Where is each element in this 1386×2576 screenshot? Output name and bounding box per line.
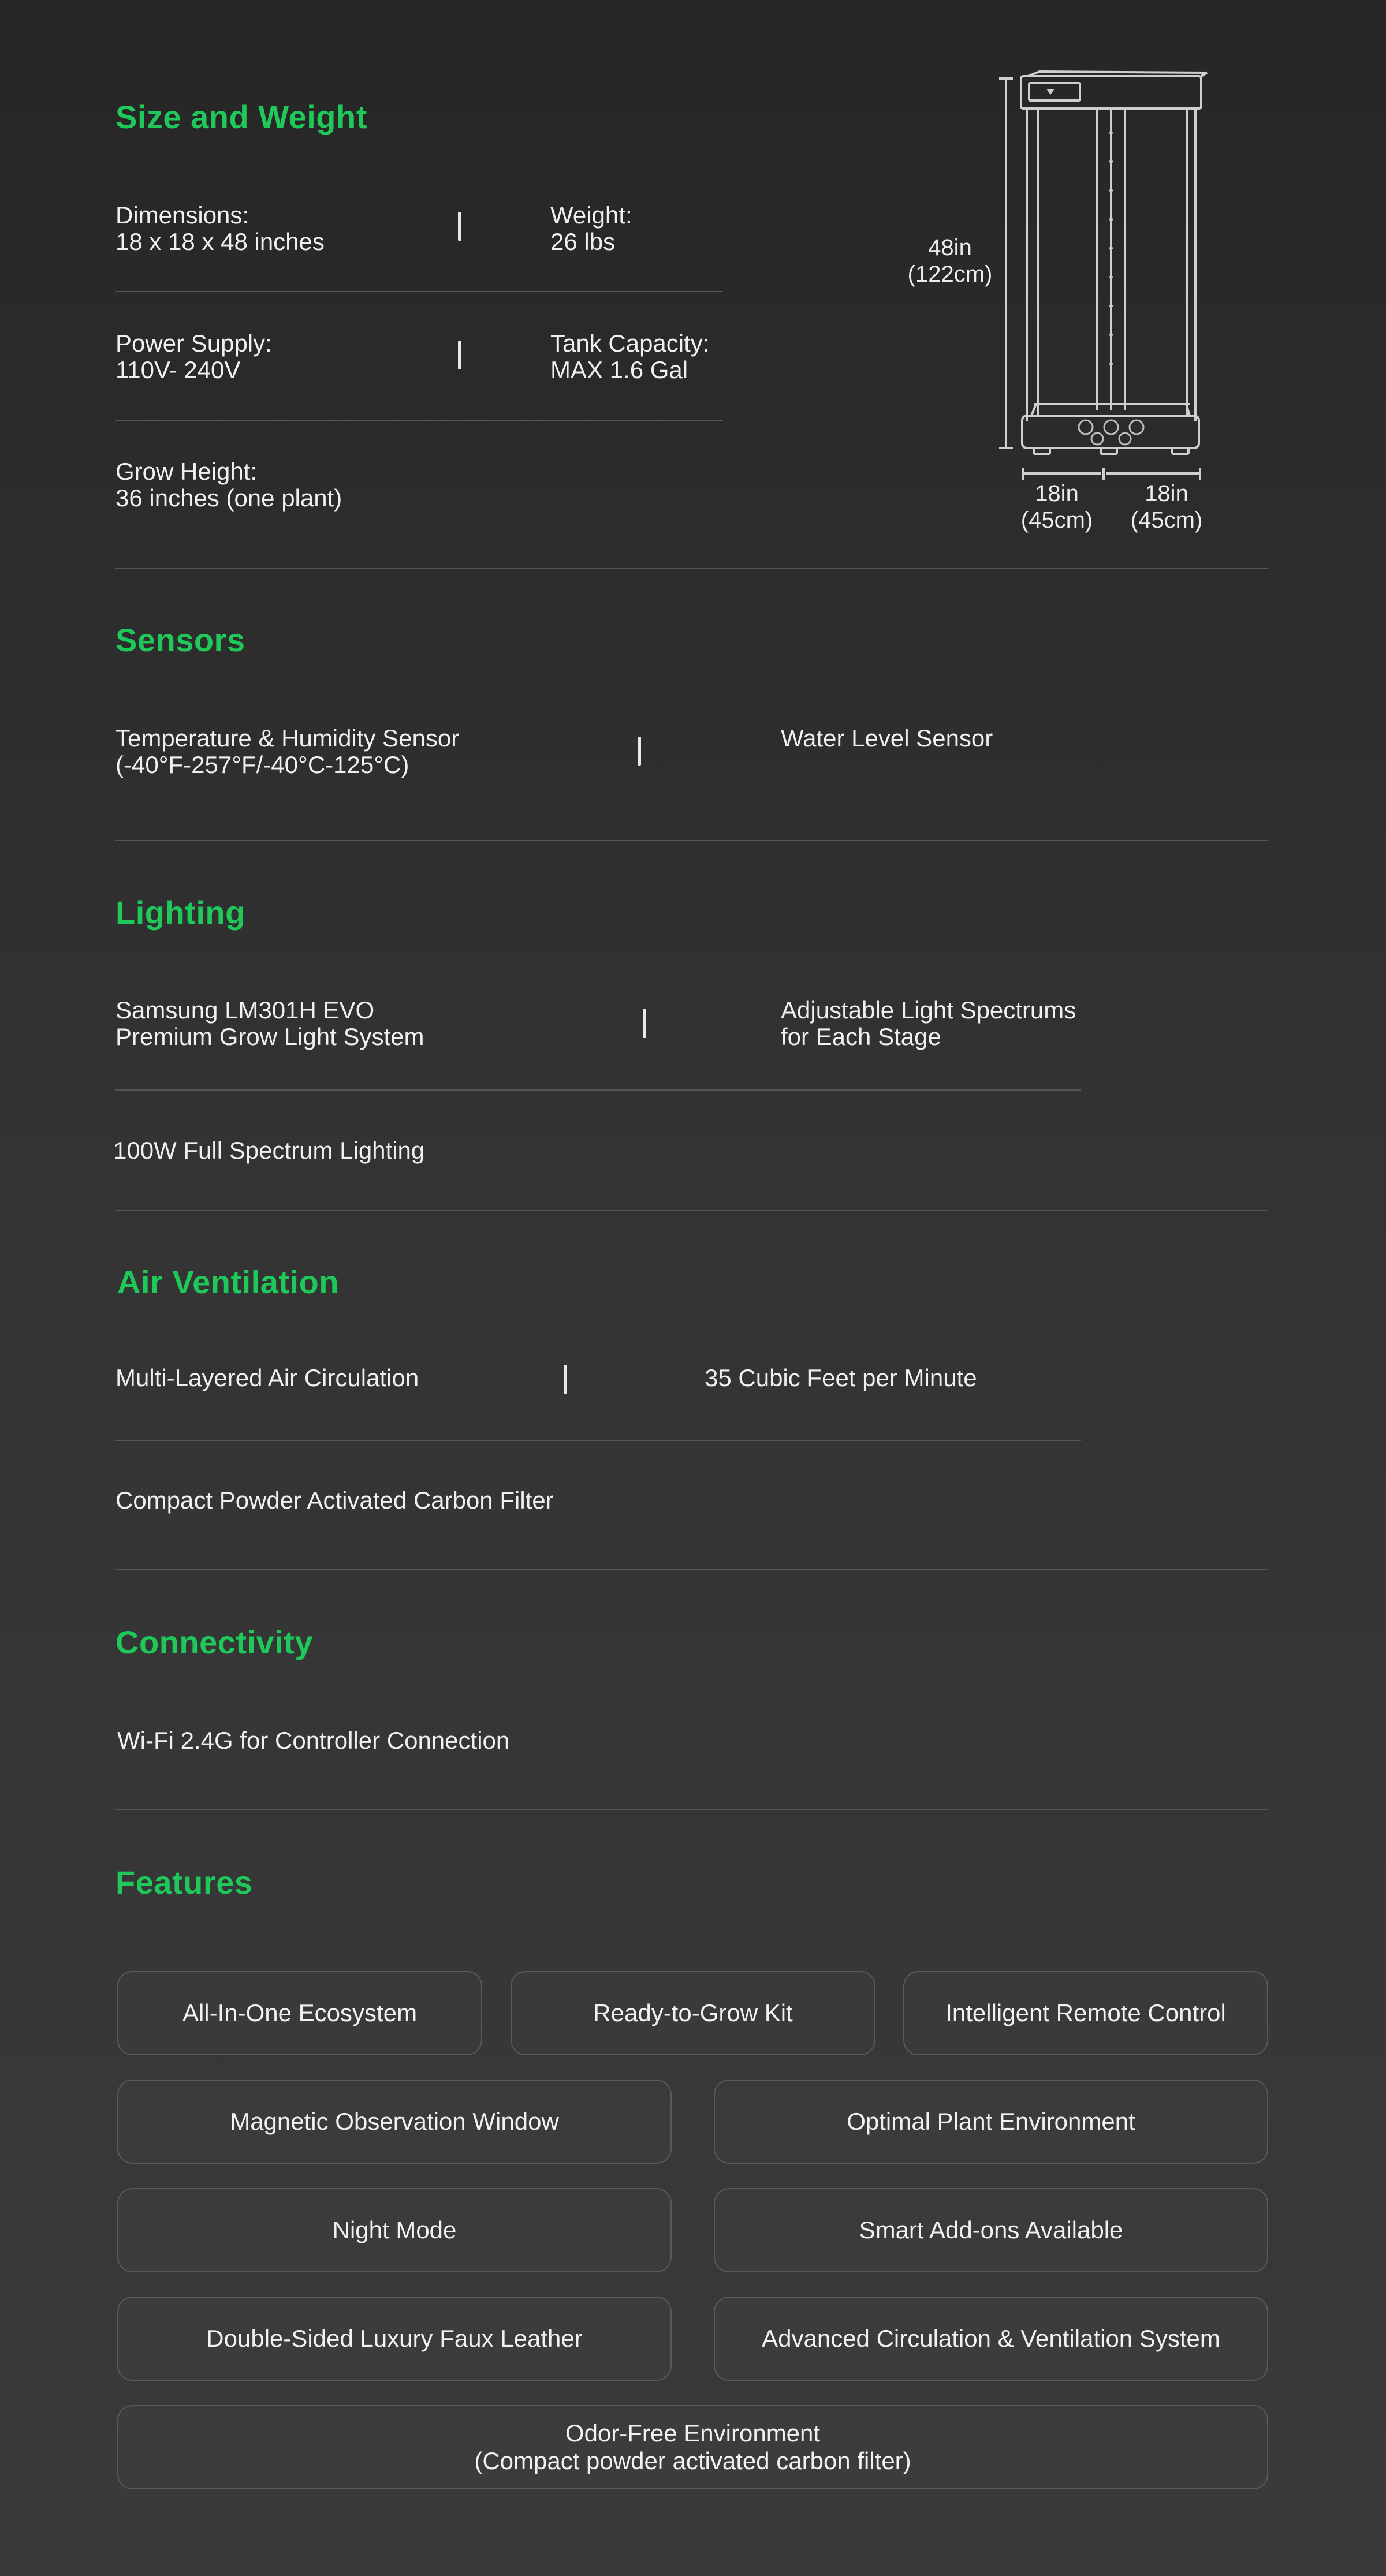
width-in: 18in xyxy=(1035,481,1079,506)
feature-ready-to-grow-kit: Ready-to-Grow Kit xyxy=(511,1971,875,2055)
section-divider xyxy=(116,1569,1268,1570)
depth-in: 18in xyxy=(1145,481,1188,506)
power-spec xyxy=(116,330,272,383)
grow-height-label: Grow Height: xyxy=(116,458,258,485)
height-in: 48in xyxy=(928,235,972,260)
section-divider xyxy=(116,1809,1268,1810)
separator-bar xyxy=(458,212,461,241)
samsung-light-system xyxy=(116,997,424,1050)
dimensions-value: 18 x 18 x 48 inches xyxy=(116,228,325,255)
temp-humidity-line1: Temperature & Humidity Sensor xyxy=(116,725,460,752)
height-cm: (122cm) xyxy=(907,262,993,287)
air-circulation: Multi-Layered Air Circulation xyxy=(116,1364,419,1391)
cubic-feet-per-minute: 35 Cubic Feet per Minute xyxy=(705,1364,977,1391)
section-divider xyxy=(116,568,1268,569)
features-title: Features xyxy=(116,1864,253,1901)
odor-free-line2: (Compact powder activated carbon filter) xyxy=(474,2447,911,2474)
feature-all-in-one-ecosystem: All-In-One Ecosystem xyxy=(117,1971,482,2055)
divider xyxy=(116,1440,1081,1441)
divider xyxy=(116,420,723,421)
feature-intelligent-remote-control: Intelligent Remote Control xyxy=(903,1971,1268,2055)
feature-night-mode: Night Mode xyxy=(117,2188,672,2272)
separator-bar xyxy=(643,1009,646,1038)
depth-cm: (45cm) xyxy=(1130,507,1203,533)
grow-height-spec xyxy=(116,458,342,512)
wifi-connection: Wi-Fi 2.4G for Controller Connection xyxy=(117,1727,510,1754)
grow-tent-diagram xyxy=(993,69,1224,485)
spectrum-line2: for Each Stage xyxy=(781,1023,941,1050)
feature-magnetic-observation-window: Magnetic Observation Window xyxy=(117,2080,672,2164)
feature-odor-free-environment xyxy=(117,2405,1268,2489)
divider xyxy=(116,291,723,292)
feature-faux-leather: Double-Sided Luxury Faux Leather xyxy=(117,2297,672,2381)
separator-bar xyxy=(564,1365,567,1394)
feature-advanced-circulation: Advanced Circulation & Ventilation System xyxy=(714,2297,1268,2381)
power-value: 110V- 240V xyxy=(116,356,241,383)
weight-value: 26 lbs xyxy=(550,228,616,255)
size-weight-title: Size and Weight xyxy=(116,99,367,135)
section-divider xyxy=(116,840,1268,841)
separator-bar xyxy=(638,737,641,766)
separator-bar xyxy=(458,341,461,369)
height-dimension-label xyxy=(904,234,996,288)
samsung-line2: Premium Grow Light System xyxy=(116,1023,424,1050)
connectivity-title: Connectivity xyxy=(116,1624,314,1660)
spectrum-line1: Adjustable Light Spectrums xyxy=(781,996,1076,1024)
width-cm: (45cm) xyxy=(1020,507,1093,533)
water-level-sensor: Water Level Sensor xyxy=(781,725,993,752)
tank-value: MAX 1.6 Gal xyxy=(550,356,688,383)
samsung-line1: Samsung LM301H EVO xyxy=(116,996,375,1024)
full-spectrum-lighting: 100W Full Spectrum Lighting xyxy=(113,1137,425,1164)
temp-humidity-sensor xyxy=(116,725,459,778)
lighting-title: Lighting xyxy=(116,894,245,931)
feature-optimal-plant-environment: Optimal Plant Environment xyxy=(714,2080,1268,2164)
depth-dimension-label xyxy=(1120,480,1213,533)
carbon-filter: Compact Powder Activated Carbon Filter xyxy=(116,1487,554,1514)
air-ventilation-title: Air Ventilation xyxy=(117,1264,339,1300)
grow-height-value: 36 inches (one plant) xyxy=(116,484,342,512)
tank-label: Tank Capacity: xyxy=(550,330,710,357)
dimensions-spec xyxy=(116,202,325,255)
power-label: Power Supply: xyxy=(116,330,272,357)
section-divider xyxy=(116,1210,1268,1211)
temp-humidity-line2: (-40°F-257°F/-40°C-125°C) xyxy=(116,751,409,778)
adjustable-spectrum xyxy=(781,997,1076,1050)
tank-spec xyxy=(550,330,709,383)
odor-free-line1: Odor-Free Environment xyxy=(565,2420,821,2447)
feature-smart-add-ons: Smart Add-ons Available xyxy=(714,2188,1268,2272)
width-dimension-label xyxy=(1011,480,1103,533)
weight-label: Weight: xyxy=(550,201,632,229)
dimensions-label: Dimensions: xyxy=(116,201,249,229)
sensors-title: Sensors xyxy=(116,622,245,658)
weight-spec xyxy=(550,202,632,255)
divider xyxy=(116,1089,1081,1091)
